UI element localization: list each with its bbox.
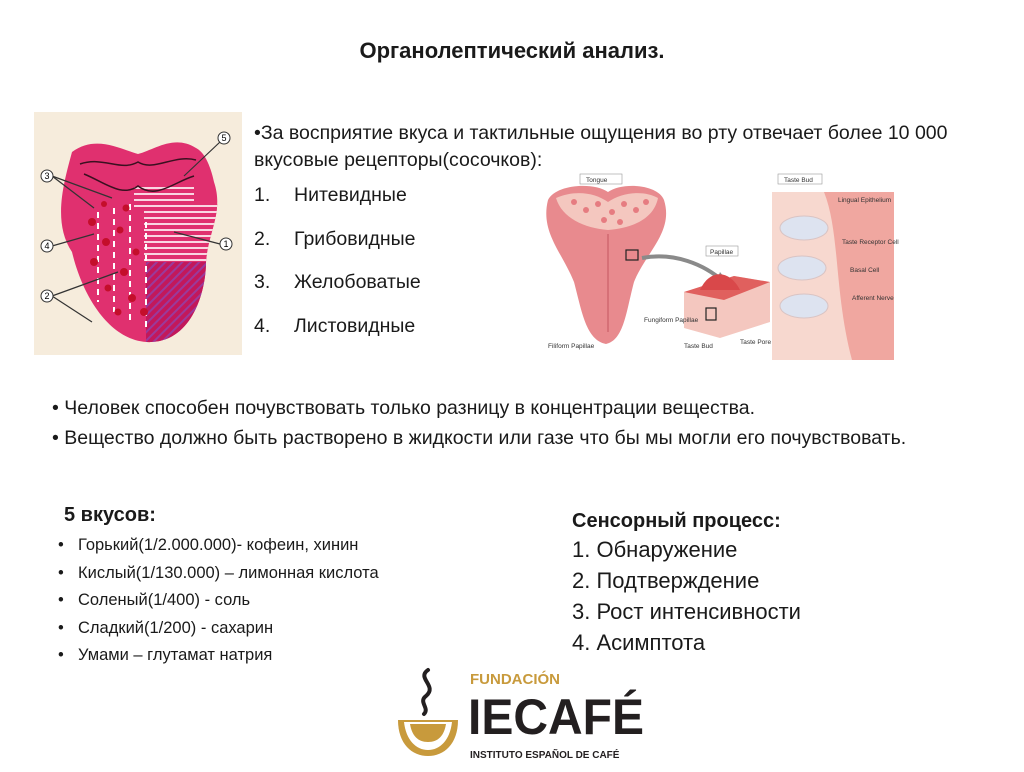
logo-sub-text: INSTITUTO ESPAÑOL DE CAFÉ bbox=[470, 750, 620, 761]
list-item: 3. Желобоватые bbox=[254, 271, 544, 315]
facts-block bbox=[52, 393, 992, 453]
sensory-heading: Сенсорный процесс: bbox=[572, 510, 781, 532]
fact-line: • Человек способен почувствовать только разницу в концентрации вещества. bbox=[52, 397, 756, 419]
anatomy-svg bbox=[534, 172, 1004, 362]
list-item: • Кислый(1/130.000) – лимонная кислота bbox=[58, 563, 379, 582]
coffee-cup-icon bbox=[398, 670, 458, 756]
fact-line: • Вещество должно быть растворено в жидкости или газе что бы мы могли его почувствовать. bbox=[52, 427, 907, 449]
label-afferent-nerve: Afferent Nerve bbox=[852, 295, 894, 302]
label-taste-bud-small: Taste Bud bbox=[684, 343, 713, 350]
sensory-list bbox=[572, 537, 801, 661]
list-item: • Умами – глутамат натрия bbox=[58, 646, 273, 664]
label-tongue: Tongue bbox=[586, 177, 608, 184]
marker-3: 3 bbox=[44, 171, 50, 181]
papilla-label: Нитевидные bbox=[294, 184, 407, 206]
label-lingual-epithelium: Lingual Epithelium bbox=[838, 197, 892, 204]
list-item: • Горький(1/2.000.000)- кофеин, хинин bbox=[58, 536, 359, 554]
tongue-taste-map bbox=[34, 112, 242, 355]
logo-top-text: FUNDACIÓN bbox=[470, 671, 560, 688]
list-item: 4. Асимптота bbox=[572, 630, 706, 655]
list-item: • Сладкий(1/200) - сахарин bbox=[58, 618, 274, 637]
label-taste-pore: Taste Pore bbox=[740, 339, 772, 346]
label-basal-cell: Basal Cell bbox=[850, 267, 880, 274]
papillae-list bbox=[254, 184, 544, 358]
papilla-label: Листовидные bbox=[294, 314, 416, 337]
list-item: 1. Обнаружение bbox=[572, 537, 738, 562]
list-item: 1. Нитевидные bbox=[254, 184, 544, 228]
label-fungiform-papillae: Fungiform Papillae bbox=[644, 317, 699, 324]
label-taste-bud: Taste Bud bbox=[784, 177, 813, 184]
label-filiform-papillae: Filiform Papillae bbox=[548, 343, 595, 350]
tastes-heading: 5 вкусов: bbox=[64, 504, 156, 526]
tongue-anatomy-illustration bbox=[534, 172, 1004, 362]
papilla-label: Грибовидные bbox=[294, 227, 416, 250]
iecafe-logo bbox=[388, 664, 648, 767]
tastes-list bbox=[58, 536, 379, 674]
page-title: Органолептический анализ. bbox=[359, 38, 665, 63]
list-item: • Соленый(1/400) - соль bbox=[58, 591, 251, 609]
marker-5: 5 bbox=[221, 133, 227, 143]
intro-text: •За восприятие вкуса и тактильные ощущения во рту отвечает более 10 000 вкусовые рецепторы(сосочков): bbox=[254, 122, 948, 171]
marker-1: 1 bbox=[223, 239, 229, 249]
label-papillae: Papillae bbox=[710, 249, 734, 256]
papilla-label: Желобоватые bbox=[294, 271, 421, 293]
marker-4: 4 bbox=[44, 241, 50, 251]
marker-2: 2 bbox=[44, 291, 50, 301]
list-item: 4. Листовидные bbox=[254, 315, 544, 359]
list-item: 3. Рост интенсивности bbox=[572, 599, 801, 624]
list-item: 2. Грибовидные bbox=[254, 228, 544, 272]
tongue-map-svg bbox=[34, 112, 242, 355]
label-taste-receptor-cell: Taste Receptor Cell bbox=[842, 239, 899, 246]
list-item: 2. Подтверждение bbox=[572, 568, 760, 593]
logo-main-text: IECAFÉ bbox=[468, 689, 644, 745]
logo-svg bbox=[388, 664, 648, 767]
